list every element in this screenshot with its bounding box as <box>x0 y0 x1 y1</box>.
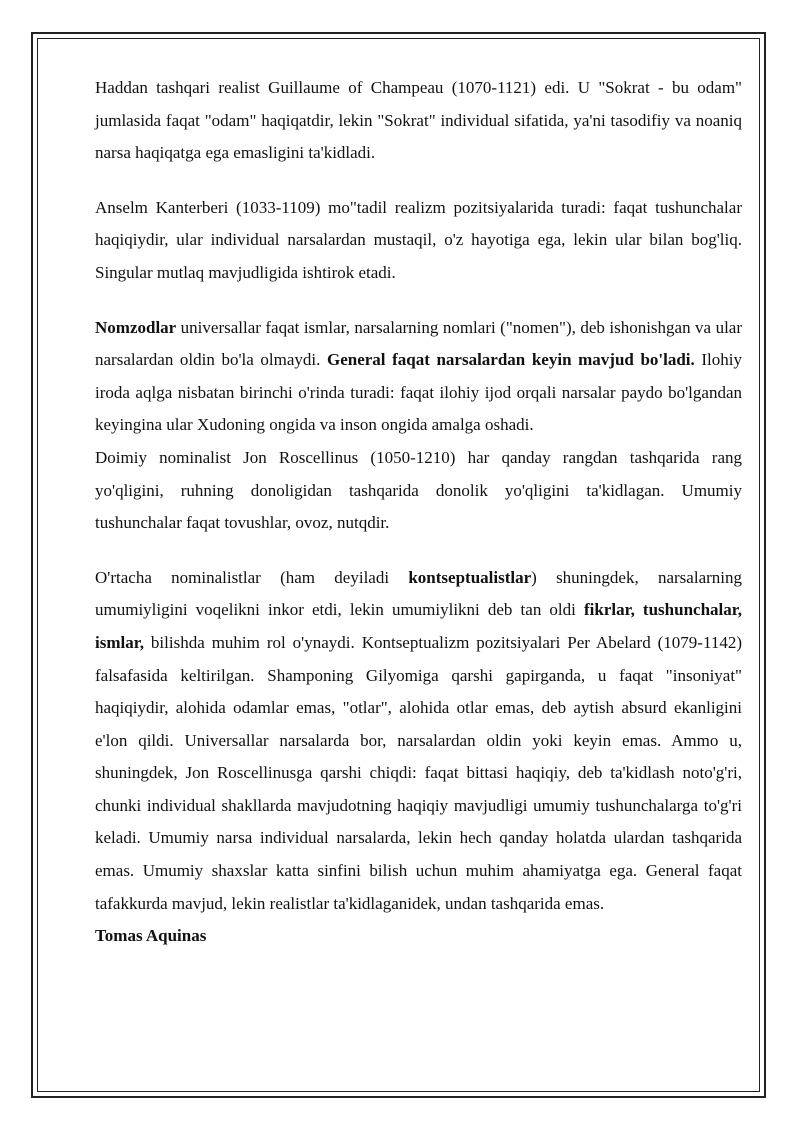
paragraph-text: Anselm Kanterberi (1033-1109) mo"tadil realizm pozitsiyalarida turadi: faqat tushunchalar haqiqiydir, ular individual narsalardan mustaqil, o'z hayotiga ega, lekin ular bilan bog'liq. Singular mutlaq mavjudligida ishtirok etadi. <box>95 197 742 282</box>
paragraph-nominalists <box>95 312 742 442</box>
paragraph-text: universallar faqat ismlar, narsalarning nomlari ("nomen"), deb ishonishgan va ular narsalardan oldin bo'la olmaydi. <box>95 317 742 370</box>
paragraph-conceptualists <box>95 562 742 921</box>
paragraph-text: ) shuningdek, narsalarning umumiyligini voqelikni inkor etdi, lekin umumiylikni deb tan oldi <box>95 567 742 620</box>
paragraph-text: Doimiy nominalist Jon Roscellinus (1050-1210) har qanday rangdan tashqarida rang yo'qligini, ruhning donoligidan tashqarida donolik yo'qligini ta'kidlagan. Umumiy tushunchalar faqat tovushlar, ovoz, nutqdir. <box>95 447 742 533</box>
bold-term: fikrlar, tushunchalar, ismlar, <box>95 600 742 652</box>
paragraph-roscellinus <box>95 442 742 540</box>
paragraph-anselm <box>95 192 742 290</box>
paragraph-text: bilishda muhim rol o'ynaydi. Kontseptualizm pozitsiyalari Per Abelard (1079-1142) falsafasida keltirilgan. Shamponing Gilyomiga qarshi gapirganda, u faqat "insoniyat" haqiqiydir, alohida odamlar emas, "otlar", alohida otlar emas, deb aytish absurd ekanligini e'lon qildi. Universallar narsalarda bor, narsalardan oldin yoki keyin emas. Ammo u, shuningdek, Jon Roscellinusga qarshi chiqdi: faqat bittasi haqiqiy, deb ta'kidlash noto'g'ri, chunki individual shakllarda mavjudotning haqiqiy mavjudligi umumiy tushunchalarga to'g'ri keladi. Umumiy narsa individual narsalarda, lekin hech qanday holatda ulardan tashqarida emas. Umumiy shaxslar katta sinfini bilish uchun muhim ahamiyatga ega. General faqat tafakkurda mavjud, lekin realistlar ta'kidlaganidek, undan tashqarida emas. <box>95 632 742 913</box>
bold-term: Nomzodlar <box>95 317 177 337</box>
paragraph-champeau <box>95 72 742 170</box>
paragraph-text: Ilohiy iroda aqlga nisbatan birinchi o'rinda turadi: faqat ilohiy ijod orqali narsalar paydo bo'lgandan keyingina ular Xudoning ongida va inson ongida amalga oshadi. <box>95 350 742 435</box>
document-body <box>95 72 742 953</box>
section-heading: Tomas Aquinas <box>95 926 207 946</box>
paragraph-text: O'rtacha nominalistlar (ham deyiladi <box>95 567 409 587</box>
paragraph-text: Haddan tashqari realist Guillaume of Champeau (1070-1121) edi. U "Sokrat - bu odam" jumlasida faqat "odam" haqiqatdir, lekin "Sokrat" individual sifatida, ya'ni tasodifiy va noaniq narsa haqiqatga ega emasligini ta'kidladi. <box>95 78 742 163</box>
bold-term: kontseptualistlar <box>408 567 532 587</box>
bold-statement: General faqat narsalardan keyin mavjud bo'ladi. <box>326 350 695 370</box>
